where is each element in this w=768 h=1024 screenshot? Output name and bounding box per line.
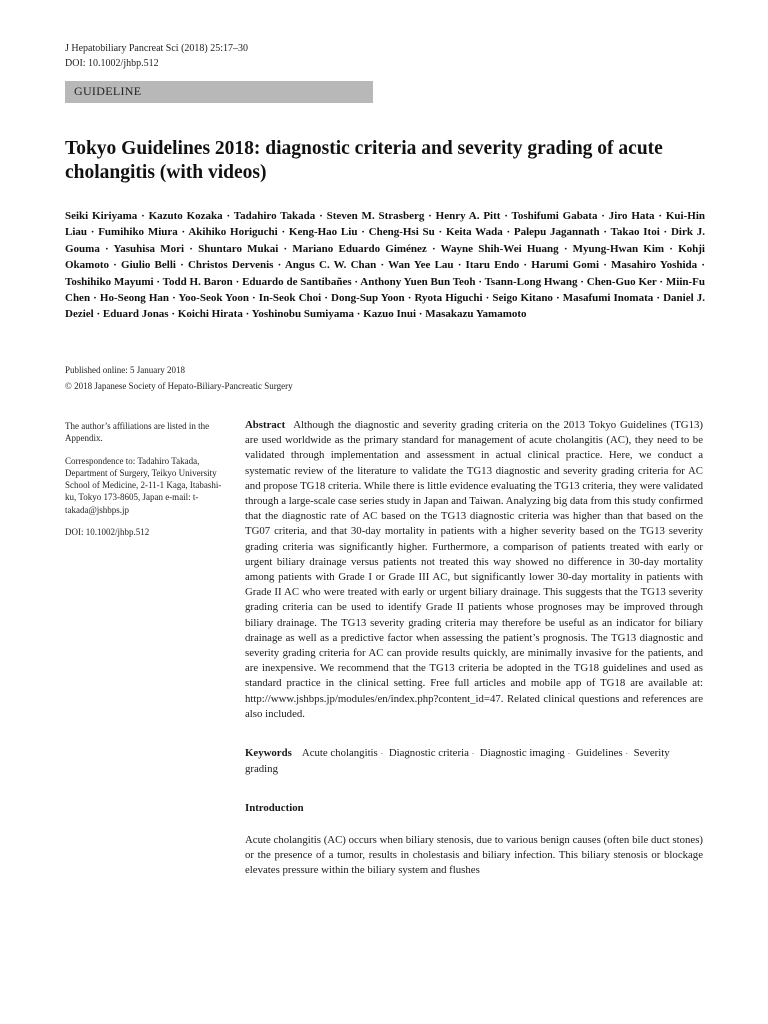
author-list: Seiki Kiriyama · Kazuto Kozaka · Tadahiro Takada · Steven M. Strasberg · Henry A. Pitt · Toshifumi Gabata · Jiro Hata · Kui-Hin Liau · Fumihiko Miura · Akihiko Horiguchi · Keng-Hao Liu · Cheng-Hsi Su · Keita Wada · Palepu Jagannath · Takao Itoi · Dirk J. Gouma · Yasuhisa Mori · Shuntaro Mukai · Mariano Eduardo Giménez · Wayne Shih-Wei Huang · Myung-Hwan Kim · Kohji Okamoto · Giulio Belli · Christos Dervenis · Angus C. W. Chan · Wan Yee Lau · Itaru Endo · Harumi Gomi · Masahiro Yoshida · Toshihiko Mayumi · Todd H. Baron · Eduardo de Santibañes · Anthony Yuen Bun Teoh · Tsann-Long Hwang · Chen-Guo Ker · Miin-Fu Chen · Ho-Seong Han · Yoo-Seok Yoon · In-Seok Choi · Dong-Sup Yoon · Ryota Higuchi · Seigo Kitano · Masafumi Inomata · Daniel J. Deziel · Eduard Jonas · Koichi Hirata · Yoshinobu Sumiyama · Kazuo Inui · Masakazu Yamamoto [65,210,705,321]
abstract-text: Although the diagnostic and severity grading criteria on the 2013 Tokyo Guidelines (TG13) are used worldwide as the primary standard for management of acute cholangitis (AC), they need to be validated through implementation and assessment in actual clinical practice. Here, we conduct a systematic review of the literature to validate the TG13 diagnostic and severity grading criteria for AC and propose TG18 criteria. While there is little evidence evaluating the TG13 criteria, they were validated through a large-scale case series study in Japan and Taiwan. Analyzing big data from this study confirmed that the diagnostic rate of AC based on the TG13 diagnostic criteria was higher than that based on the TG07 criteria, and that 30-day mortality in patients with a higher severity based on the TG13 severity grading criteria was significantly higher. Furthermore, a comparison of patients treated with early or urgent biliary drainage versus patients not treated this way showed no difference in 30-day mortality among patients with Grade I or Grade III AC, but significantly lower 30-day mortality in patients with Grade II AC who were treated with early or urgent biliary drainage. This suggests that the TG13 severity grading criteria can be used to identify Grade II patients whose prognoses may be improved through biliary drainage. The TG13 severity grading criteria may therefore be useful as an indicator for biliary drainage as well as a predictive factor when assessing the patient’s prognosis. The TG13 diagnostic and severity grading criteria for AC can provide results quickly, are minimally invasive for the patients, and are inexpensive. We recommend that the TG13 criteria be adopted in the TG18 guidelines and used as standard practice in the clinical setting. Free full articles and mobile app of TG18 are available at: http://www.jshbps.jp/modules/en/index.php?content_id=47. Related clinical questions and references are also included. [245,419,703,720]
journal-header [65,41,248,71]
published-date: Published online: 5 January 2018 [65,365,185,375]
keyword-item: Diagnostic imaging [479,747,565,760]
sidebar-doi: DOI: 10.1002/jhbp.512 [65,527,150,538]
keyword-item: Guidelines [575,747,623,760]
keyword-item: Diagnostic criteria [388,747,469,760]
copyright-notice: © 2018 Japanese Society of Hepato-Biliary-Pancreatic Surgery [65,380,293,391]
correspondence-note: Correspondence to: Tadahiro Takada, Department of Surgery, Teikyo University School of Medicine, 2-11-1 Kaga, Itabashi-ku, Tokyo 173-8605, Japan e-mail: t-takada@jshbps.jp [65,455,222,515]
publication-info [65,363,293,394]
keyword-item: Severity grading [245,747,670,776]
sidebar-notes [65,420,230,548]
affiliations-note: The author’s affiliations are listed in the Appendix. [65,421,210,444]
keywords-label: Keywords [245,747,292,760]
article-type-banner [65,81,373,103]
introduction-text: Acute cholangitis (AC) occurs when biliary stenosis, due to various benign causes (often bile duct stones) or the presence of a tumor, results in cholestasis and biliary infection. This biliary stenosis or blockage elevates pressure within the biliary system and flushes [245,833,703,877]
abstract-paragraph [245,418,703,722]
keyword-separator: · [625,750,628,759]
journal-doi: DOI: 10.1002/jhbp.512 [65,58,159,69]
abstract-label: Abstract [245,419,286,431]
main-column [245,418,703,878]
keyword-item: Acute cholangitis [301,747,378,760]
article-title: Tokyo Guidelines 2018: diagnostic criteria and severity grading of acute cholangitis (with videos) [65,138,663,183]
article-type-label: GUIDELINE [74,84,142,98]
keyword-separator: · [471,750,475,759]
keyword-separator: · [567,750,571,759]
journal-citation: J Hepatobiliary Pancreat Sci (2018) 25:17–30 [65,43,249,54]
introduction-heading: Introduction [245,802,304,815]
keywords-section [245,746,703,777]
keyword-separator: · [380,750,384,759]
